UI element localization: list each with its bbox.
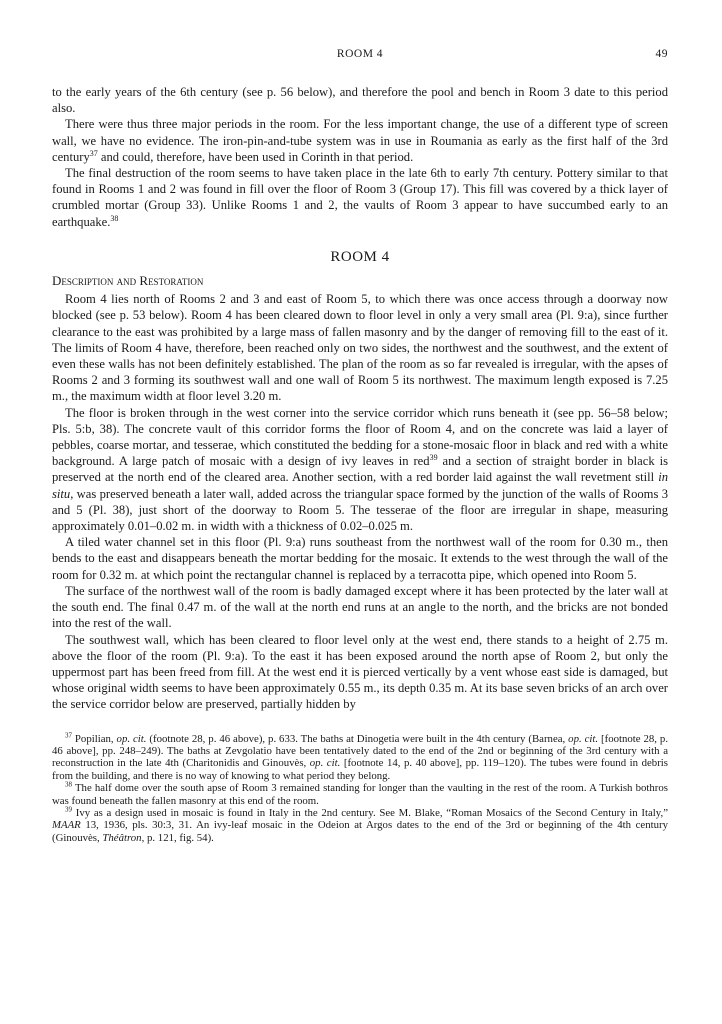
paragraph: The surface of the northwest wall of the room is badly damaged except where it has been protected by the later wall at the south end. The final 0.47 m. of the wall at the north end runs at an angle to the north, and the bricks are not bonded into the rest of the wall. bbox=[52, 583, 668, 631]
paragraph: to the early years of the 6th century (see p. 56 below), and therefore the pool and bench in Room 3 date to this period also. bbox=[52, 85, 668, 116]
running-header bbox=[52, 48, 668, 68]
page-number: 49 bbox=[655, 48, 668, 60]
paragraph: The final destruction of the room seems to have taken place in the late 6th to early 7th century. Pottery similar to that found in Rooms 1 and 2 was found in fill over the floor of Room 3 (Group 17). This fill was covered by a thick layer of crumbled mortar (Group 33). Unlike Rooms 1 and 2, the vaults of Room 3 appear to have succumbed early to an earthquake.$^{38}$ bbox=[52, 166, 668, 229]
footnote: $^{39}$ Ivy as a design used in mosaic is found in Italy in the 2nd century. See M. Blake, “Roman Mosaics of the Second Century in Italy,” MAAR 13, 1936, pls. 30:3, 31. An ivy-leaf mosaic in the Odeion at Argos dates to the end of the 3rd or beginning of the 4th century (Ginouvès, Théâtron, p. 121, fig. 54). bbox=[52, 805, 668, 844]
section-title: ROOM 4 bbox=[330, 248, 390, 265]
footnote-ref[interactable]: 39 bbox=[429, 453, 438, 463]
subheading: Description and Restoration bbox=[52, 273, 204, 289]
paragraph: There were thus three major periods in the room. For the less important change, the use of a different type of screen wall, we have no evidence. The iron-pin-and-tube system was in use in Roumania as early as the first half of the 3rd century$^{37}$ and could, therefore, have been used in Corinth in that period. bbox=[52, 117, 668, 164]
paragraph: The floor is broken through in the west corner into the service corridor which runs beneath it (see pp. 56–58 below; Pls. 5:b, 38). The concrete vault of this corridor forms the floor of Room 4, and on the concrete was laid a layer of pebbles, coarse mortar, and tesserae, which constituted the bedding for a stone-mosaic floor in black and red with a white background. A large patch of mosaic with a design of ivy leaves in red$^{39}$ and a section of straight border in black is preserved at the north end of the cleared area. Another section, with a red border laid against the wall revetment still in situ, was preserved beneath a later wall, added across the triangular space formed by the junction of the walls of Rooms 3 and 5 (Pl. 38), just short of the doorway to Room 5. The tesserae of the floor are irregular in shape, measuring approximately 0.01–0.02 m. in width with a thickness of 0.02–0.025 m. bbox=[52, 405, 668, 534]
main-text bbox=[52, 84, 668, 713]
footnote: $^{38}$ The half dome over the south apse of Room 3 remained standing for longer than the vaulting in the rest of the room. A Turkish bothros was found beneath the fallen masonry at this end of the room. bbox=[52, 780, 668, 807]
footnote-ref[interactable]: 37 bbox=[89, 148, 98, 158]
paragraph: A tiled water channel set in this floor (Pl. 9:a) runs southeast from the northwest wall of the room for 0.30 m., then bends to the east and disappears beneath the mortar bedding for the mosaic. It extends to the west through the wall of the room for 0.32 m. at which point the rectangular channel is replaced by a terracotta pipe, which opened into Room 5. bbox=[52, 535, 668, 582]
footnote: $^{37}$ Popilian, op. cit. (footnote 28, p. 46 above), p. 633. The baths at Dinogetia were built in the 4th century (Barnea, op. cit. [footnote 28, p. 46 above], pp. 248–249). The baths at Zevgolatio have been tentatively dated to the end of the 2nd or beginning of the 3rd century with a reconstruction in the late 4th (Charitonidis and Ginouvès, op. cit. [footnote 14, p. 40 above], pp. 119–120). The tubes were found in debris from the building, and there is no way of knowing to what period they belong. bbox=[52, 730, 669, 782]
paragraph: Room 4 lies north of Rooms 2 and 3 and east of Room 5, to which there was once access through a doorway now blocked (see p. 53 below). Room 4 has been cleared down to floor level in only a very small area (Pl. 9:a), since further clearance to the east was prohibited by a large mass of fallen masonry and by the danger of removing fill to the east of it. The limits of Room 4 have, therefore, been reached only on two sides, the northwest and the southwest, and the extent of even these walls has not been definitely established. The plan of the room as so far revealed is irregular, with the apses of Rooms 2 and 3 forming its southwest wall and one wall of Room 5 its northwest. The maximum length exposed is 7.25 m., the maximum width at floor level 3.20 m. bbox=[52, 292, 668, 404]
footnotes bbox=[52, 730, 669, 845]
paragraph: The southwest wall, which has been cleared to floor level only at the west end, there stands to a height of 2.75 m. above the floor of the room (Pl. 9:a). To the east it has been exposed around the north apse of Room 2, but only the uppermost part has been freed from fill. At the west end it is pierced vertically by a vent whose east side is damaged, but whose original width seems to have been approximately 0.55 m., its depth 0.35 m. At its base seven bricks of an arch over the service corridor below are preserved, partially hidden by bbox=[52, 632, 668, 712]
footnote-ref[interactable]: 38 bbox=[110, 213, 119, 223]
running-head-title: ROOM 4 bbox=[336, 48, 384, 60]
page bbox=[52, 48, 668, 844]
